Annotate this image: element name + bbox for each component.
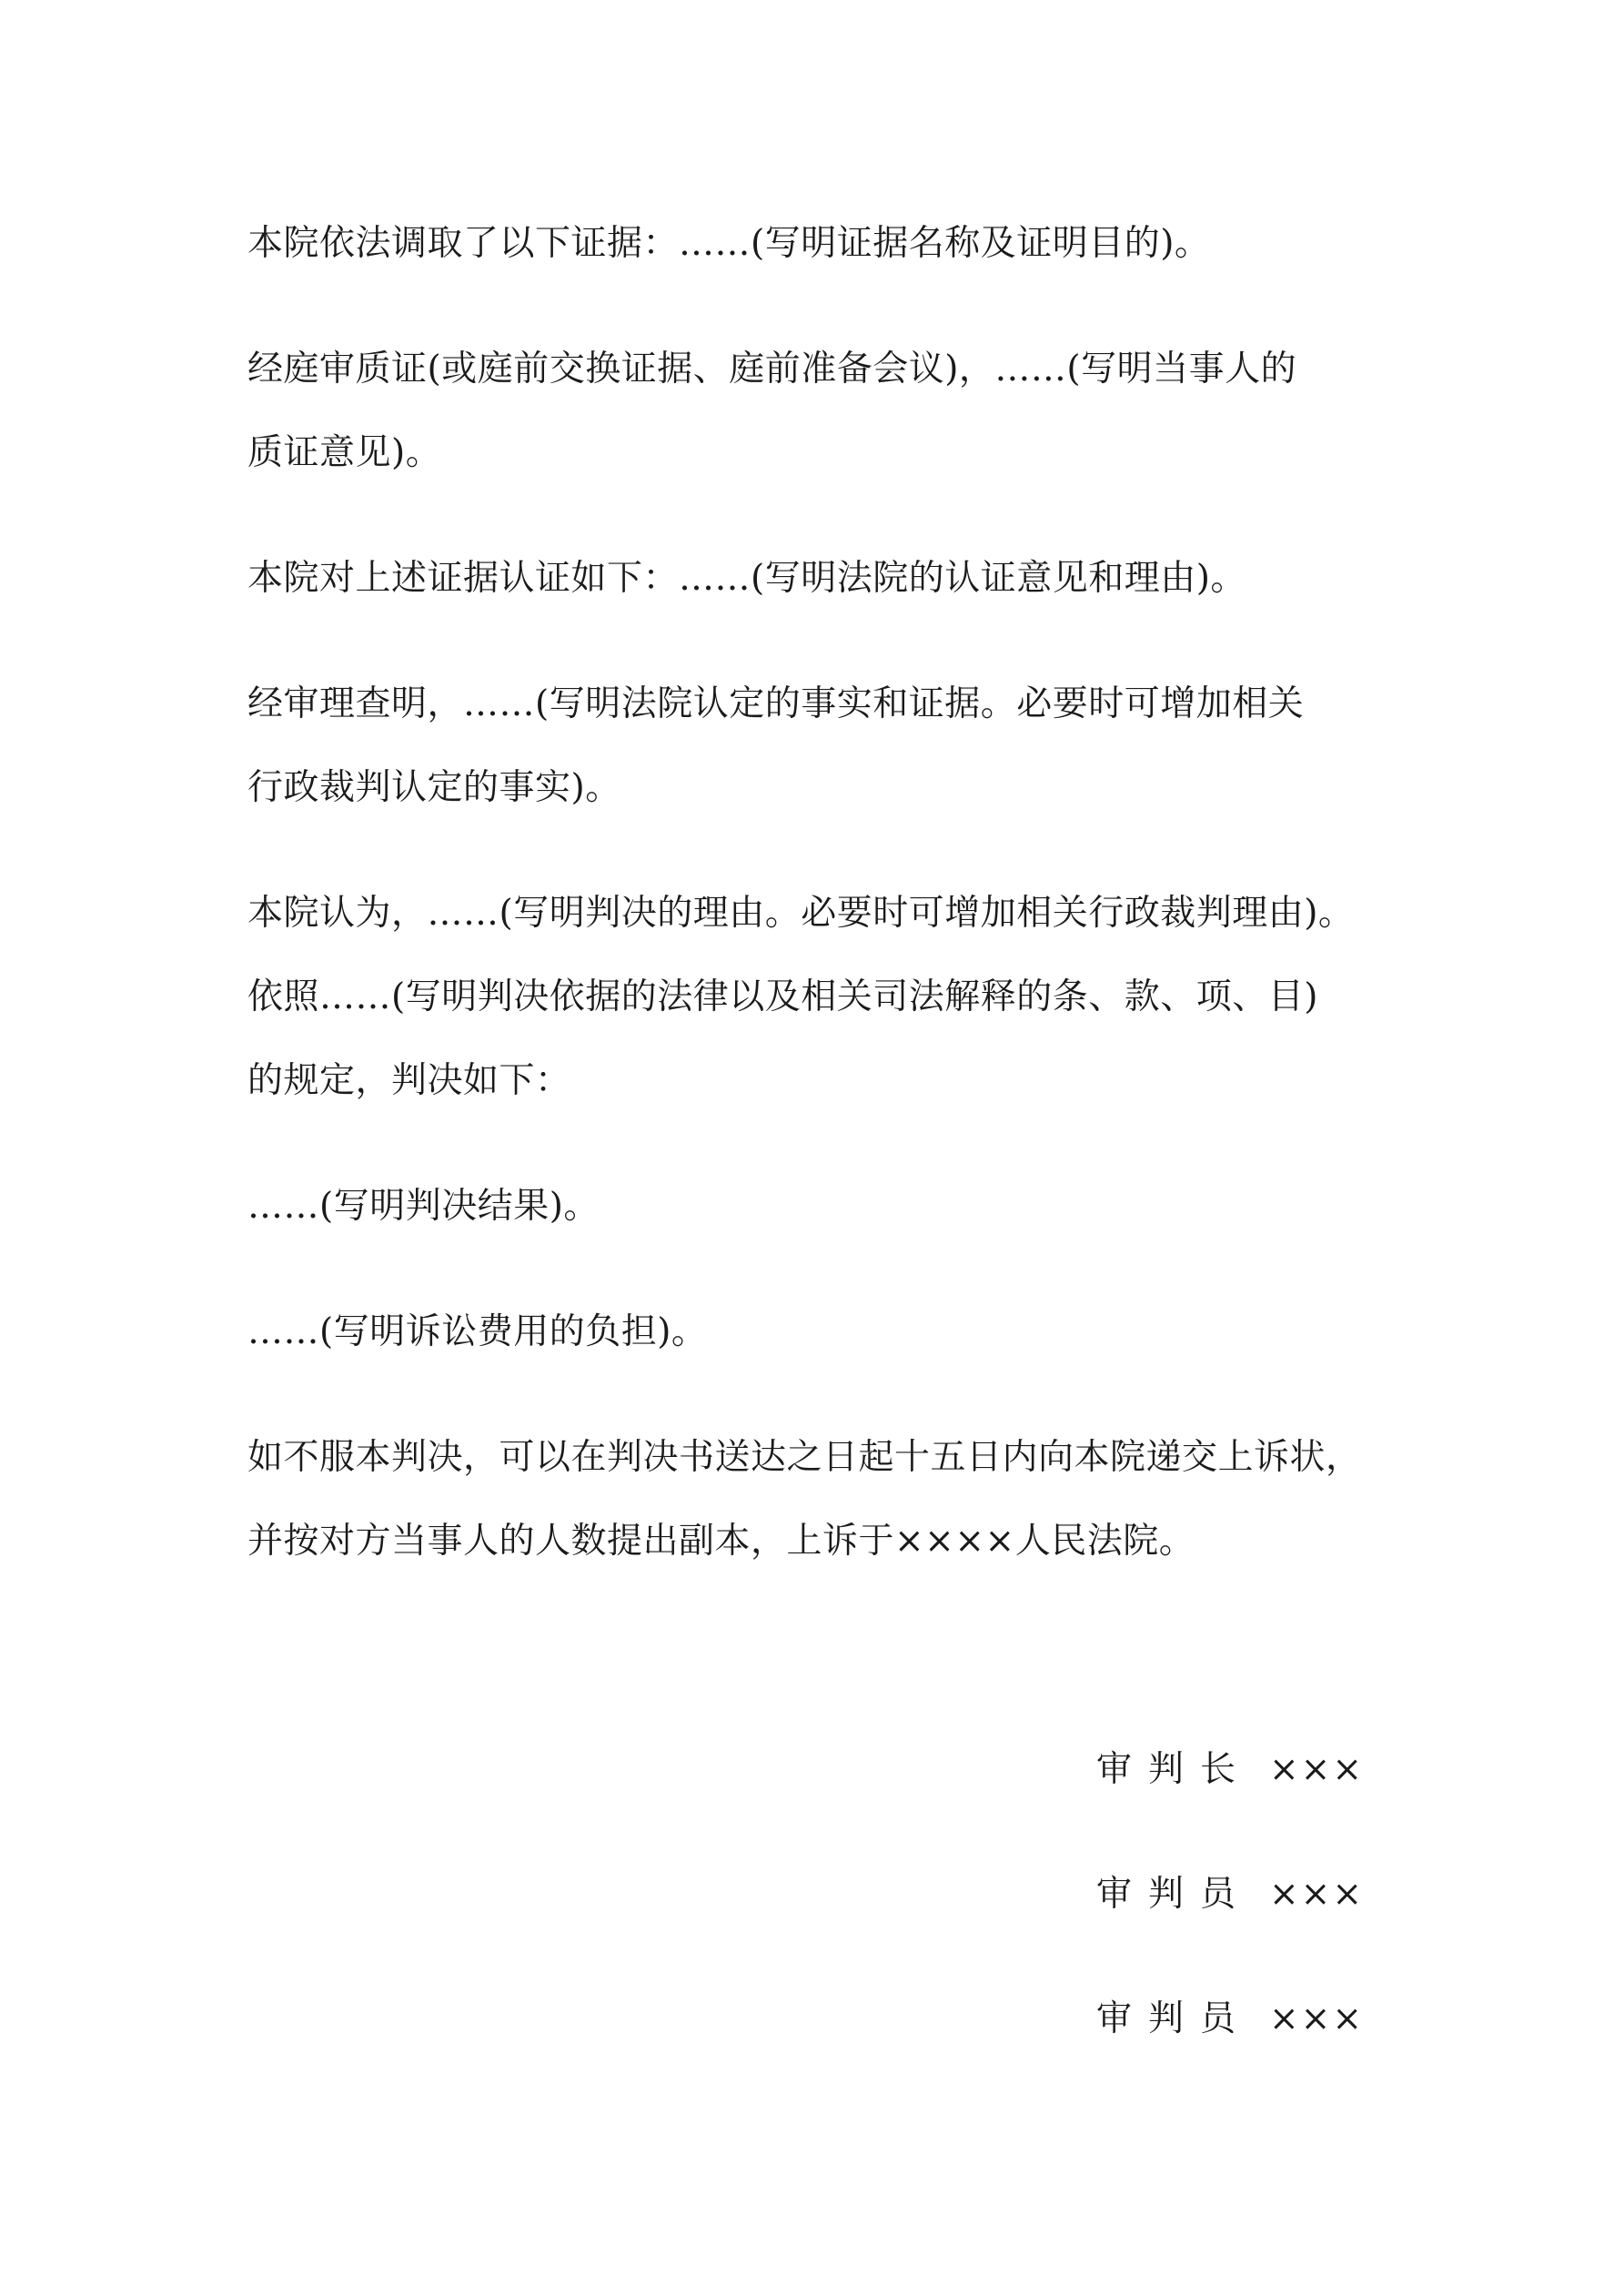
text-line: 经审理查明，……(写明法院认定的事实和证据。必要时可增加相关 [247, 683, 1305, 724]
signature-title: 审判长 [1096, 1749, 1253, 1790]
text-line: 依照……(写明判决依据的法律以及相关司法解释的条、款、项、目) [247, 976, 1318, 1017]
paragraph-judgment-result [247, 1165, 1394, 1249]
signature-title: 审判员 [1096, 1998, 1253, 2039]
text-line: 经庭审质证(或庭前交换证据、庭前准备会议)，……(写明当事人的 [247, 349, 1297, 389]
text-line: 如不服本判决，可以在判决书送达之日起十五日内向本院递交上诉状， [247, 1437, 1362, 1478]
signature-name: ××× [1269, 1874, 1365, 1915]
signature-presiding-judge [1096, 1743, 1397, 1797]
signature-name: ××× [1269, 1998, 1365, 2039]
paragraph-court-reasoning [247, 872, 1394, 1123]
text-line: 本院认为，……(写明判决的理由。必要时可增加相关行政裁判理由)。 [247, 893, 1355, 934]
text-line: 的规定，判决如下： [247, 1060, 571, 1101]
signature-judge [1096, 1992, 1397, 2047]
paragraph-litigation-costs [247, 1290, 1394, 1374]
text-line: ……(写明诉讼费用的负担)。 [247, 1311, 708, 1352]
paragraph-facts-found [247, 663, 1394, 830]
signature-block [1096, 1743, 1397, 2117]
text-line: 行政裁判认定的事实)。 [247, 767, 621, 808]
signature-title: 审判员 [1096, 1874, 1253, 1915]
paragraph-appeal-notice [247, 1416, 1394, 1583]
text-line: ……(写明判决结果)。 [247, 1186, 600, 1227]
text-line: 本院依法调取了以下证据：……(写明证据名称及证明目的)。 [247, 223, 1211, 264]
document-body [247, 202, 1394, 1583]
text-line: 并按对方当事人的人数提出副本，上诉于××××人民法院。 [247, 1521, 1195, 1562]
paragraph-evidence-authentication [247, 537, 1394, 621]
text-line: 本院对上述证据认证如下：……(写明法院的认证意见和理由)。 [247, 558, 1246, 599]
signature-name: ××× [1269, 1749, 1365, 1790]
text-line: 质证意见)。 [247, 432, 442, 473]
paragraph-evidence-collected [247, 202, 1394, 286]
signature-judge [1096, 1867, 1397, 1922]
paragraph-cross-examination [247, 328, 1394, 495]
